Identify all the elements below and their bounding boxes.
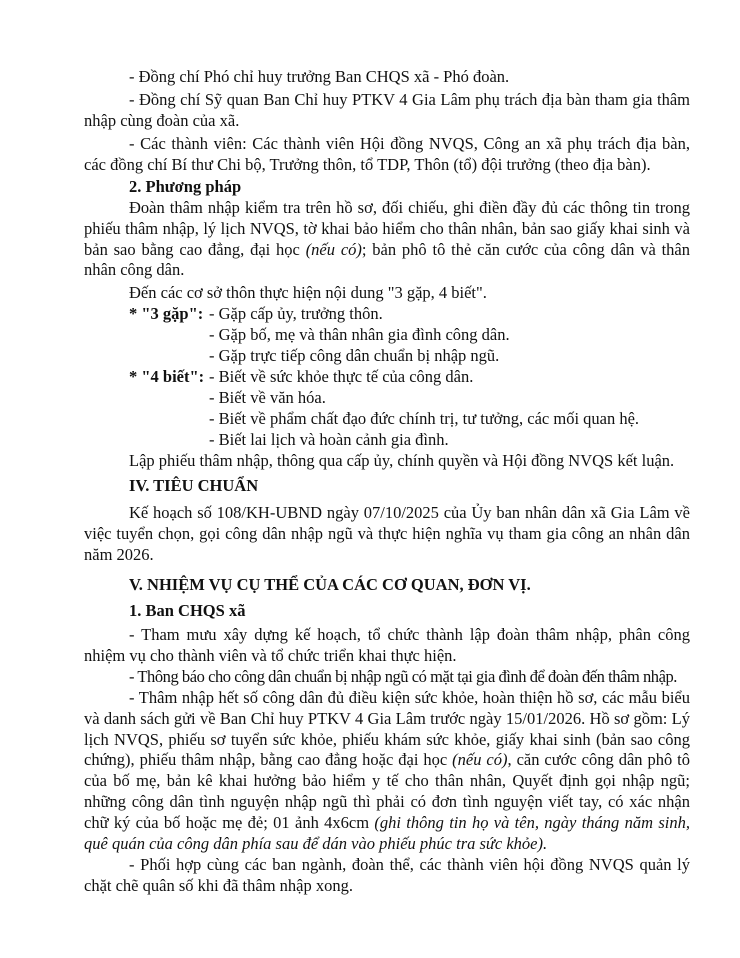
method-visit-line: Đến các cơ sở thôn thực hiện nội dung "3 gặp, 4 biết". xyxy=(129,283,487,302)
section-v-heading: V. NHIỆM VỤ CỤ THỂ CỦA CÁC CƠ QUAN, ĐƠN VỊ. xyxy=(129,575,531,594)
biet-line-1 xyxy=(129,367,689,388)
biet-label: * "4 biết": xyxy=(129,367,205,386)
dossier-italic-note-1: (nếu có) xyxy=(452,750,508,770)
v1-coordinate-paragraph: - Phối hợp cùng các ban ngành, đoàn thể, các thành viên hội đồng NVQS quản lý chặt chẽ quân số khi đã thâm nhập xong. xyxy=(84,855,690,895)
method-paragraph xyxy=(84,198,690,281)
gap-item-2: - Gặp bố, mẹ và thân nhân gia đình công dân. xyxy=(209,325,510,344)
member-deputy-line: - Đồng chí Phó chỉ huy trưởng Ban CHQS xã - Phó đoàn. xyxy=(129,67,510,86)
gap-label: * "3 gặp": xyxy=(129,304,204,323)
dossier-text-a: - Thâm nhập hết số công dân đủ điều kiện sức khỏe, hoàn thiện hồ sơ, các mẫu biểu và danh sách gửi về Ban Chỉ huy PTKV 4 Gia Lâm trước ngày 15/01/2026. Hồ sơ gồm: Lý lịch NVQS, phiếu sơ tuyển sức khỏe, phiếu khám sức khỏe, giấy khai sinh (bản sao công chứng), phiếu thâm nhập, bằng cao đẳng hoặc đại học xyxy=(84,688,690,770)
v1-dossier-paragraph xyxy=(84,688,690,854)
gap-item-3: - Gặp trực tiếp công dân chuẩn bị nhập ngũ. xyxy=(209,346,500,365)
method-text-a: Đoàn thâm nhập kiểm tra trên hồ sơ, đối chiếu, ghi điền đầy đủ các thông tin trong phiếu thâm nhập, lý lịch NVQS, tờ khai bảo hiểm cho thân nhân, bản sao giấy khai sinh và bản sao bằng cao đẳng, đại học xyxy=(84,198,690,259)
method-heading: 2. Phương pháp xyxy=(129,177,242,196)
member-others-line: - Các thành viên: Các thành viên Hội đồng NVQS, Công an xã phụ trách địa bàn, các đồng chí Bí thư Chi bộ, Trưởng thôn, tổ TDP, Thôn (tổ) đội trưởng (theo địa bàn). xyxy=(84,134,690,174)
gap-item-1: - Gặp cấp ủy, trưởng thôn. xyxy=(209,304,383,323)
member-officer-line: - Đồng chí Sỹ quan Ban Chỉ huy PTKV 4 Gia Lâm phụ trách địa bàn tham gia thâm nhập cùng đoàn của xã. xyxy=(84,90,690,130)
dossier-text-b: , căn cước công dân phô tô của bố mẹ, bản kê khai hưởng bảo hiểm y tế cho thân nhân, Quyết định gọi nhập ngũ; những công dân tình nguyện nhập ngũ thì phải có đơn tình nguyện viết tay, có xác nhận chữ ký của bố hoặc mẹ đẻ; 01 ảnh 4x6cm xyxy=(84,750,691,832)
dossier-italic-note-2: (ghi thông tin họ và tên, ngày tháng năm sinh, quê quán của công dân phía sau để dán vào phiếu phúc tra sức khỏe). xyxy=(84,812,690,853)
conclusion-line: Lập phiếu thâm nhập, thông qua cấp ủy, chính quyền và Hội đồng NVQS kết luận. xyxy=(129,451,675,470)
method-text-b: ; bản phô tô thẻ căn cước của công dân và thân nhân công dân. xyxy=(84,239,691,280)
biet-item-4: - Biết lai lịch và hoàn cảnh gia đình. xyxy=(209,430,449,449)
biet-item-1: - Biết về sức khỏe thực tế của công dân. xyxy=(209,367,474,386)
section-iv-heading: IV. TIÊU CHUẨN xyxy=(129,476,259,495)
biet-item-3: - Biết về phẩm chất đạo đức chính trị, tư tưởng, các mối quan hệ. xyxy=(209,409,640,428)
section-v1-heading: 1. Ban CHQS xã xyxy=(129,601,246,620)
biet-item-2: - Biết về văn hóa. xyxy=(209,388,326,407)
method-italic-note: (nếu có) xyxy=(305,239,362,259)
section-iv-paragraph: Kế hoạch số 108/KH-UBND ngày 07/10/2025 của Ủy ban nhân dân xã Gia Lâm về việc tuyển chọn, gọi công dân nhập ngũ và thực hiện nghĩa vụ tham gia công an nhân dân năm 2026. xyxy=(84,503,690,564)
gap-line-1 xyxy=(129,304,689,325)
v1-notify-line: - Thông báo cho công dân chuẩn bị nhập ngũ có mặt tại gia đình để đoàn đến thâm nhập. xyxy=(129,667,677,686)
v1-advise-paragraph: - Tham mưu xây dựng kế hoạch, tổ chức thành lập đoàn thâm nhập, phân công nhiệm vụ cho thành viên và tổ chức triển khai thực hiện. xyxy=(84,625,690,665)
